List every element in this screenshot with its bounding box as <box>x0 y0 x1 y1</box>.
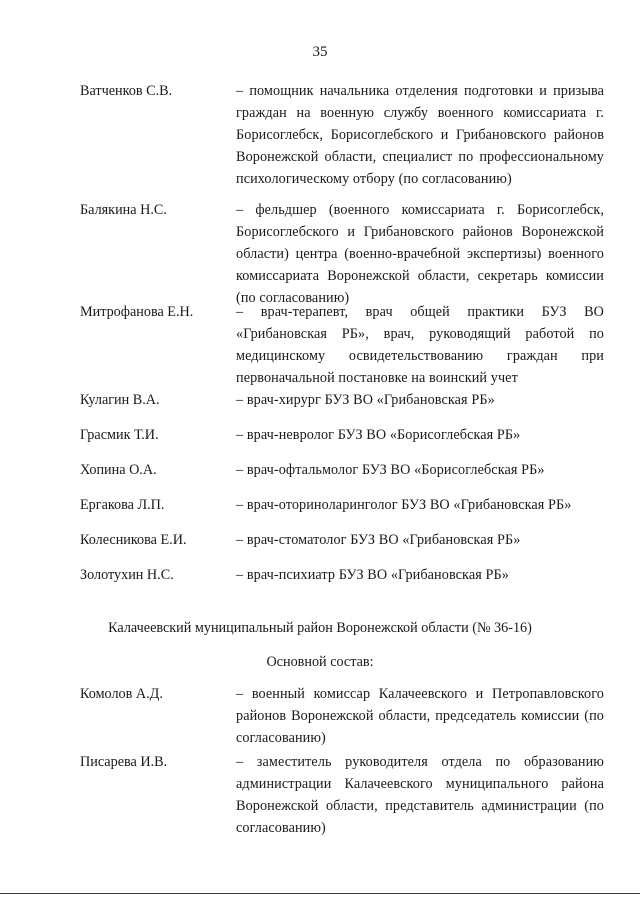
member-name: Ватченков С.В. <box>80 83 173 99</box>
bottom-rule <box>0 893 640 894</box>
member-role: – заместитель руководителя отдела по образованию администрации Калачеевского муниципального района Воронежской области, представитель администрации (по согласованию) <box>236 754 604 836</box>
member-name: Писарева И.В. <box>80 754 168 770</box>
member-name: Кулагин В.А. <box>80 392 160 408</box>
member-role: – врач-невролог БУЗ ВО «Борисоглебская РБ» <box>236 427 521 443</box>
member-name: Грасмик Т.И. <box>80 427 159 443</box>
member-role: – фельдшер (военного комиссариата г. Борисоглебск, Борисоглебского и Грибановского районов Воронежской области) центра (военно-врачебной экспертизы) военного комиссариата Воронежской области, секретарь комиссии (по согласованию) <box>236 202 604 306</box>
member-name: Колесникова Е.И. <box>80 532 187 548</box>
member-name: Балякина Н.С. <box>80 202 167 218</box>
section-subtitle: Основной состав: <box>266 654 374 670</box>
member-name: Митрофанова Е.Н. <box>80 304 194 320</box>
member-role: – врач-хирург БУЗ ВО «Грибановская РБ» <box>236 392 495 408</box>
section-title: Калачеевский муниципальный район Воронежской области (№ 36-16) <box>108 620 532 636</box>
member-role: – врач-терапевт, врач общей практики БУЗ ВО «Грибановская РБ», врач, руководящий работой по медицинскому освидетельствованию граждан при первоначальной постановке на воинский учет <box>236 304 604 386</box>
member-name: Хопина О.А. <box>80 462 157 478</box>
member-name: Комолов А.Д. <box>80 686 163 702</box>
member-name: Золотухин Н.С. <box>80 567 174 583</box>
member-role: – врач-офтальмолог БУЗ ВО «Борисоглебская РБ» <box>236 462 545 478</box>
page-number: 35 <box>312 44 328 60</box>
member-name: Ергакова Л.П. <box>80 497 165 513</box>
member-role: – военный комиссар Калачеевского и Петропавловского районов Воронежской области, председатель комиссии (по согласованию) <box>236 686 604 746</box>
member-role: – врач-оториноларинголог БУЗ ВО «Грибановская РБ» <box>236 497 572 513</box>
member-role: – врач-психиатр БУЗ ВО «Грибановская РБ» <box>236 567 509 583</box>
member-role: – врач-стоматолог БУЗ ВО «Грибановская РБ» <box>236 532 521 548</box>
member-role: – помощник начальника отделения подготовки и призыва граждан на военную службу военного комиссариата г. Борисоглебск, Борисоглебского и Грибановского районов Воронежской области, специалист по профессиональному психологическому отбору (по согласованию) <box>236 83 604 187</box>
